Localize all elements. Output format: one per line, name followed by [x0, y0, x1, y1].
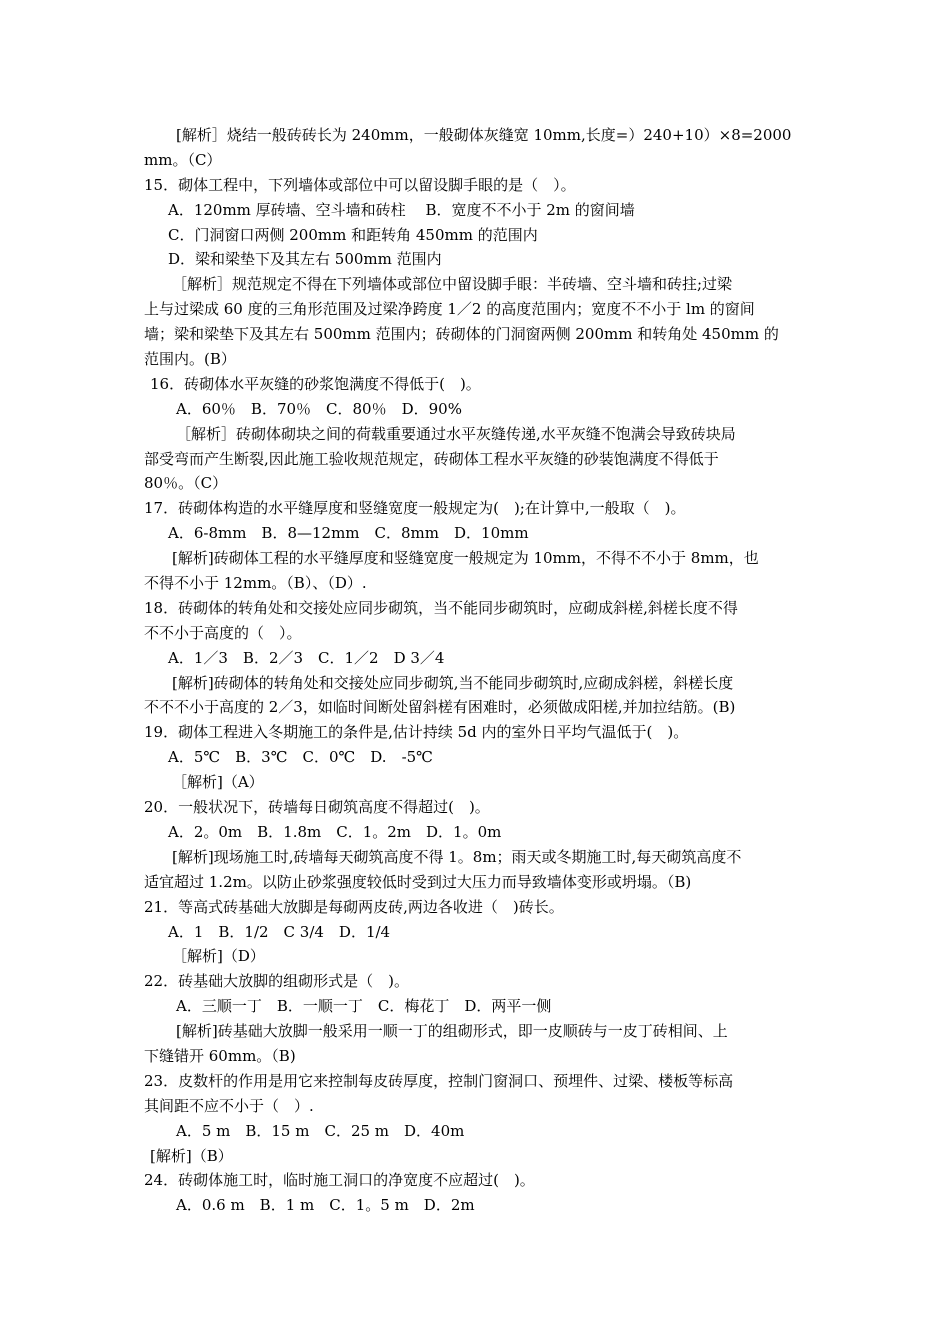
text-line: A．60％ B．70％ C．80％ D．90%: [176, 399, 462, 418]
text-line: [解析]砖砌体的转角处和交接处应同步砌筑,当不能同步砌筑时,应砌成斜槎，斜槎长度: [172, 673, 734, 692]
text-line: C．门洞窗口两侧 200mm 和距转角 450mm 的范围内: [168, 225, 538, 244]
text-line: 其间距不应不小于（ ）.: [144, 1096, 314, 1115]
text-line: 上与过梁成 60 度的三角形范围及过梁净跨度 1／2 的高度范围内；宽度不不小于 lm 的窗间: [144, 300, 755, 319]
text-line: ［解析]（A）: [172, 773, 264, 792]
text-line: 80％。（C）: [144, 474, 228, 493]
text-line: [解析]（B）: [150, 1146, 233, 1165]
text-line: D．梁和梁垫下及其左右 500mm 范围内: [168, 250, 442, 269]
text-line: 适宜超过 1.2m。以防止砂浆强度较低时受到过大压力而导致墙体变形或坍塌。（B): [144, 872, 692, 891]
text-line: ［解析］规范规定不得在下列墙体或部位中留设脚手眼：半砖墙、空斗墙和砖拄;过梁: [172, 275, 733, 294]
text-line: [解析]现场施工时,砖墙每天砌筑高度不得 1。8m；雨天或冬期施工时,每天砌筑高度不: [172, 847, 742, 866]
text-line: A．5℃ B．3℃ C．0℃ D. -5℃: [168, 748, 433, 767]
document-page: [144, 123, 808, 1218]
text-line: 22．砖基础大放脚的组砌形式是（ )。: [144, 972, 409, 991]
text-line: A．6-8mm B．8—12mm C．8mm D．10mm: [168, 524, 529, 543]
text-line: 范围内。(B）: [144, 350, 236, 369]
text-line: A．1 B．1/2 C 3/4 D．1/4: [168, 922, 391, 941]
text-line: 18．砖砌体的转角处和交接处应同步砌筑，当不能同步砌筑时，应砌成斜槎,斜槎长度不得: [144, 598, 738, 617]
text-line: 墙；梁和梁垫下及其左右 500mm 范围内；砖砌体的门洞窗两侧 200mm 和转角处 450mm 的: [144, 325, 779, 344]
text-line: [解析]砖基础大放脚一般采用一顺一丁的组砌形式，即一皮顺砖与一皮丁砖相间、上: [176, 1022, 728, 1041]
text-line: 19．砌体工程进入冬期施工的条件是,估计持续 5d 内的室外日平均气温低于( )。: [144, 723, 689, 742]
text-line: 21．等高式砖基础大放脚是每砌两皮砖,两边各收进（ )砖长。: [144, 897, 564, 916]
text-line: 不不小于高度的（ ）。: [144, 623, 302, 642]
text-line: [解析］烧结一般砖砖长为 240mm，一般砌体灰缝宽 10mm,长度=）240+10）×8=2000: [176, 126, 792, 144]
text-line: A．0.6 m B．1 m C．1。5 m D．2m: [176, 1196, 475, 1215]
text-line: [解析]砖砌体工程的水平缝厚度和竖缝宽度一般规定为 10mm，不得不不小于 8mm，也: [172, 549, 759, 568]
text-line: 不不不小于高度的 2／3，如临时间断处留斜槎有困难时，必须做成阳槎,并加拉结筋。(B): [144, 698, 736, 717]
text-line: A．1／3 B．2／3 C．1／2 D 3／4: [168, 648, 445, 667]
text-line: 15．砌体工程中，下列墙体或部位中可以留设脚手眼的是（ ）。: [144, 175, 576, 194]
text-line: A．2。0m B．1.8m C．1。2m D．1。0m: [168, 822, 502, 841]
text-line: 17．砖砌体构造的水平缝厚度和竖缝宽度一般规定为( );在计算中,一般取（ )。: [144, 499, 686, 518]
text-line: 20．一般状况下，砖墙每日砌筑高度不得超过( )。: [144, 798, 490, 817]
text-line: A．三顺一丁 B．一顺一丁 C．梅花丁 D．两平一侧: [176, 997, 552, 1016]
text-line: 不得不小于 12mm。（B）、（D）.: [144, 574, 367, 593]
text-line: 24．砖砌体施工时，临时施工洞口的净宽度不应超过( )。: [144, 1171, 535, 1190]
text-line: ［解析]（D）: [172, 947, 265, 966]
text-line: mm。（C）: [144, 150, 222, 169]
text-line: 部受弯而产生断裂,因此施工验收规范规定，砖砌体工程水平灰缝的砂装饱满度不得低于: [144, 449, 719, 468]
text-line: 16．砖砌体水平灰缝的砂浆饱满度不得低于( )。: [150, 374, 481, 393]
text-line: A．120mm 厚砖墙、空斗墙和砖柱 B．宽度不不小于 2m 的窗间墙: [168, 200, 635, 219]
text-line: 下缝错开 60mm。（B): [144, 1046, 296, 1065]
text-line: A．5 m B．15 m C．25 m D．40m: [176, 1121, 465, 1140]
text-line: ［解析］砖砌体砌块之间的荷载重要通过水平灰缝传递,水平灰缝不饱满会导致砖块局: [176, 424, 736, 443]
text-line: 23．皮数杆的作用是用它来控制每皮砖厚度，控制门窗洞口、预埋件、过梁、楼板等标高: [144, 1071, 734, 1090]
